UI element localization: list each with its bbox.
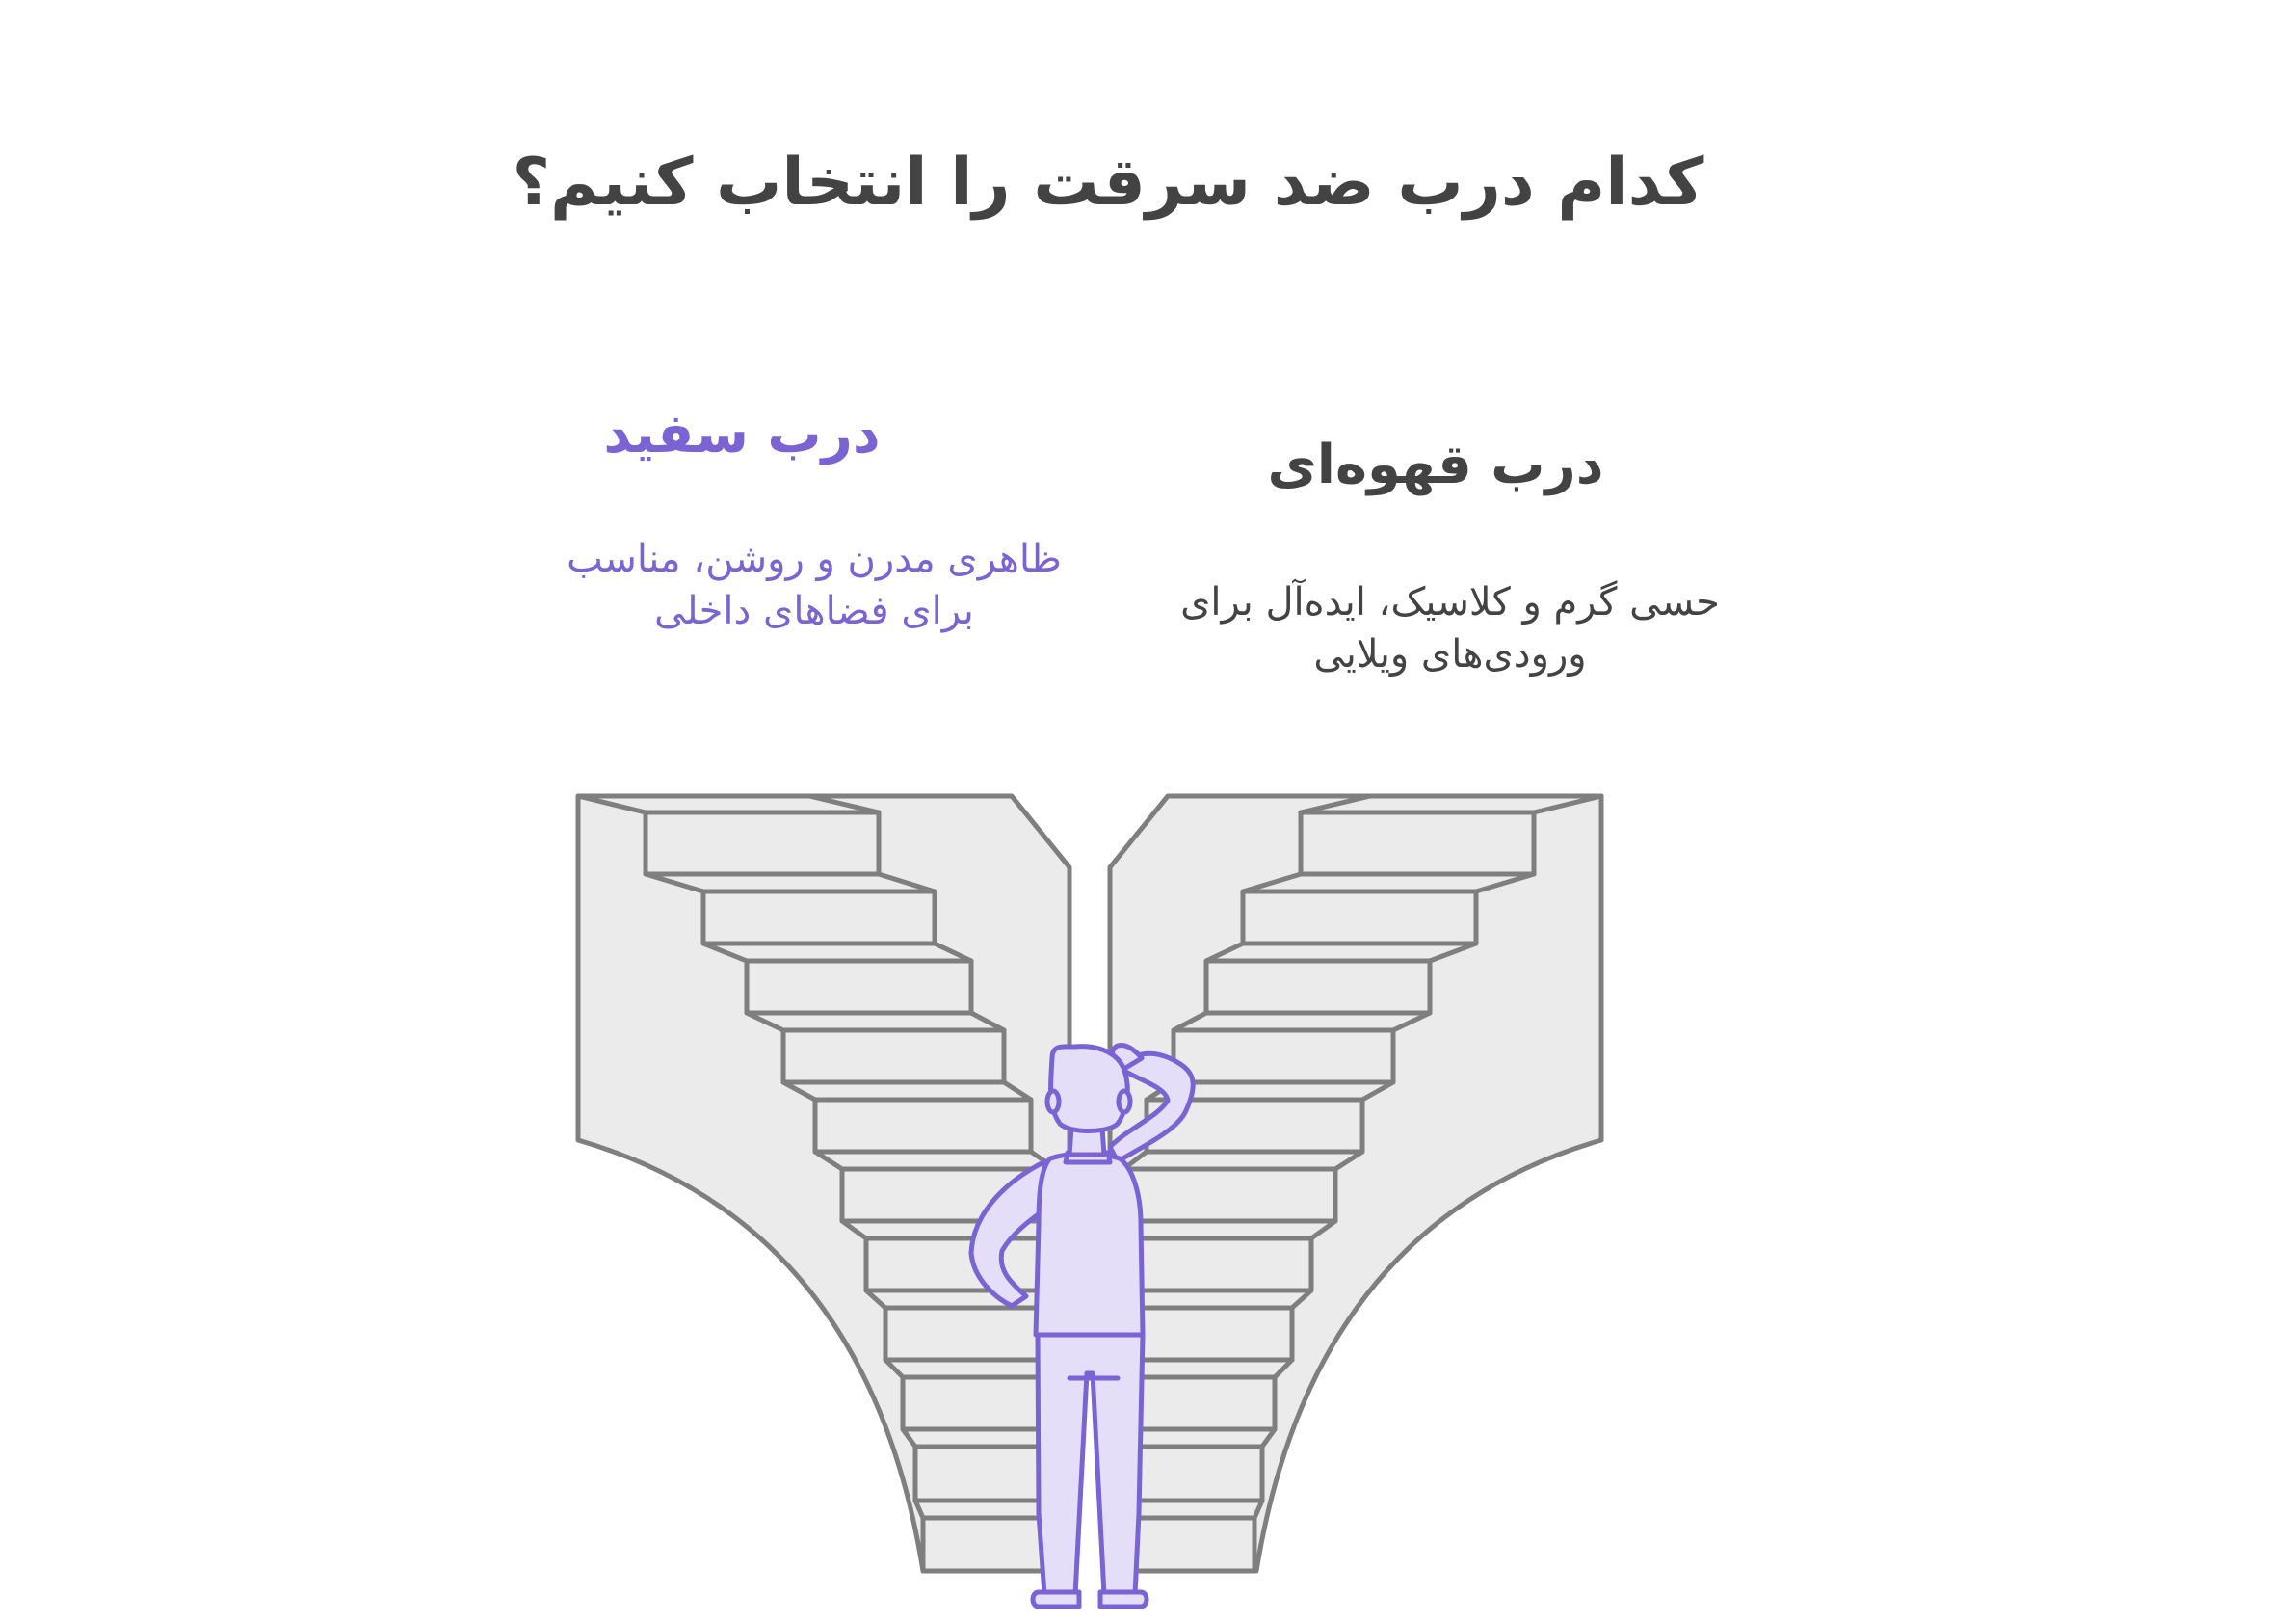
right-option-description: حسی گرم و کلاسیک، ایده‌آل برای ورودی‌های ویلایی	[1180, 580, 1720, 677]
staircase-right-icon	[1110, 796, 1601, 1571]
left-option-title: درب سفید	[603, 403, 881, 465]
right-option-title: درب قهوه‌ای	[1267, 434, 1604, 496]
left-option-description: ظاهری مدرن و روشن، مناسب برای فضاهای داخلی	[567, 537, 1062, 633]
diagram-title: کدام درب ضد سرقت را انتخاب کنیم؟	[512, 145, 1704, 221]
staircase-left-icon	[578, 796, 1069, 1571]
